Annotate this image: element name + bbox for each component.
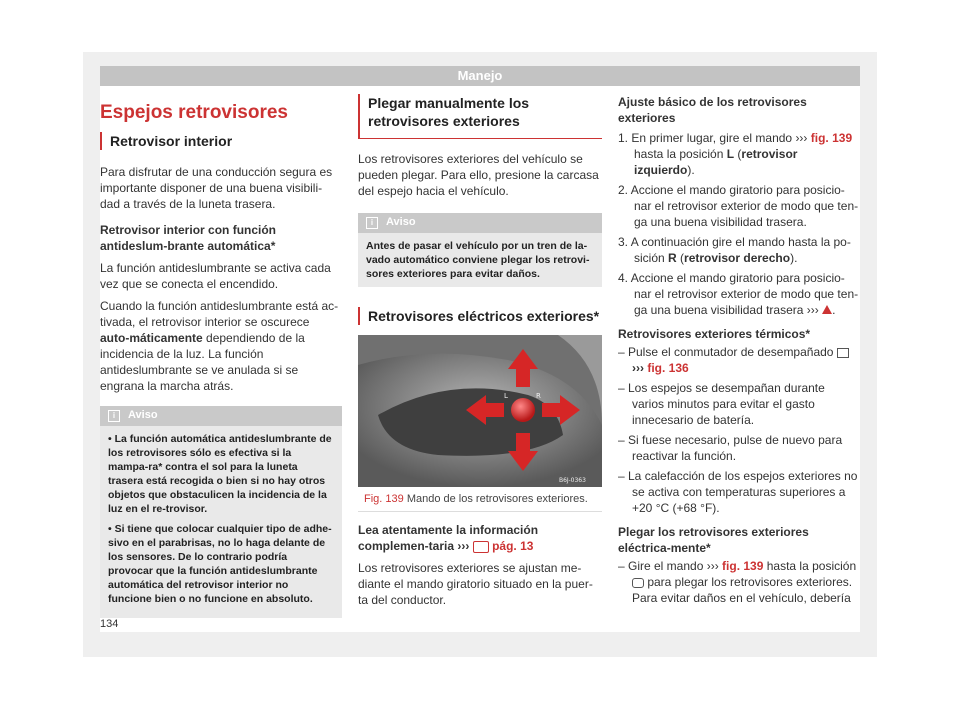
section-title-fold: Plegar manualmente los retrovisores exteriores [358, 94, 602, 139]
text-part: Accione el mando giratorio para posicio-nar el retrovisor exterior de modo que ten-ga una buena visibilidad trasera ››› [630, 271, 859, 317]
note-content [358, 233, 602, 287]
figure-label: Fig. 139 [364, 493, 404, 505]
antiglare-detail [100, 298, 342, 394]
intro-paragraph: Para disfrutar de una conducción segura es importante disponer de una buena visibili-dad a través de la luneta trasera. [100, 165, 333, 211]
list-item [618, 558, 860, 606]
note-item: • La función automática antideslumbrante de los retrovisores sólo es efectiva si la mampa-ra* contra el sol para la luneta trasera está recogida o bien si no hay otros objetos que obstaculicen la incidencia de la luz en el re-trovisor. [108, 433, 332, 515]
note-title-bar [100, 406, 342, 426]
subheading-antiglare: Retrovisor interior con función antideslum-brante automática* [100, 223, 277, 253]
page-number: 134 [100, 618, 119, 630]
note-text: Si tiene que colocar cualquier tipo de adhe-sivo en el parabrisas, no lo haga delante de los sensores. De lo contrario podría provocar que la función antideslumbrante automática del retrovisor interior no funcione bien o no funcione en absoluto. [108, 523, 332, 605]
defog-icon [837, 348, 849, 358]
adjust-paragraph: Los retrovisores exteriores se ajustan me-diante el mando giratorio situado en la puer-ta del conductor. [358, 561, 593, 607]
text-bold: L [726, 147, 735, 161]
text-part: para plegar los retrovisores exteriores. Para evitar daños en el vehículo, debería [632, 575, 853, 605]
text-part: hasta la posición [634, 147, 727, 161]
step-number: 4. [618, 271, 629, 285]
subheading-electric-fold: Plegar los retrovisores exteriores eléctrica-mente* [618, 525, 809, 555]
fold-mirror-icon [632, 578, 644, 588]
fold-list [618, 558, 860, 606]
list-item: – La calefacción de los espejos exteriores no se activa con temperaturas superiores a +20 °C (+68 °F). [618, 469, 858, 515]
section-header: Manejo [100, 66, 860, 86]
arrows: ››› [632, 361, 644, 375]
text-part: ( [734, 147, 742, 161]
step-number: 3. [618, 235, 629, 249]
list-item: – Los espejos se desempañan durante varios minutos para evitar el gasto innecesario de batería. [618, 381, 825, 427]
note-box [358, 213, 602, 287]
subheading-thermal: Retrovisores exteriores térmicos* [618, 327, 811, 341]
book-icon [473, 541, 489, 553]
list-item [618, 182, 860, 230]
figure-code: B6J-0363 [559, 477, 586, 484]
list-item [618, 344, 860, 376]
text-part: Lea atentamente la información complemen-taria [358, 523, 539, 553]
text-part: ). [687, 163, 695, 177]
text-part: hasta la posición [763, 559, 857, 573]
steps-list [618, 130, 860, 318]
list-item [618, 130, 860, 178]
fold-paragraph: Los retrovisores exteriores del vehículo se pueden plegar. Para ello, presione la carcasa del espejo hacia el vehículo. [358, 152, 599, 198]
fig-ref[interactable]: fig. 136 [647, 361, 689, 375]
list-item [618, 270, 860, 318]
text-bold: R [668, 251, 677, 265]
step-number: 1. [618, 131, 629, 145]
fig-ref[interactable]: fig. 139 [810, 131, 853, 145]
section-title-interior: Retrovisor interior [100, 132, 342, 150]
note-title: Aviso [128, 409, 158, 421]
text-part: – Gire el mando ››› [618, 559, 723, 573]
text-part: ). [790, 251, 798, 265]
text-part: dependiendo de la incidencia de la luz. La función antideslumbrante se ve anulada si se engrana la marcha atrás. [100, 331, 305, 393]
antiglare-paragraph: La función antideslumbrante se activa cada vez que se conecta el encendido. [100, 261, 331, 291]
text-bold: retrovisor izquierdo [634, 147, 798, 177]
subheading-basic: Ajuste básico de los retrovisores exteriores [618, 95, 807, 125]
text-part: Accione el mando giratorio para posicio-nar el retrovisor exterior de modo que ten-ga una buena visibilidad trasera. [630, 183, 859, 229]
note-box [100, 406, 342, 618]
column-3 [618, 94, 860, 614]
text-part: Cuando la función antideslumbrante está ac-tivada, el retrovisor interior se oscurece [100, 299, 339, 329]
text-part: . [832, 303, 836, 317]
warning-icon [822, 305, 832, 314]
arrows: ››› [457, 539, 470, 553]
fig-ref[interactable]: fig. 139 [722, 559, 764, 573]
mirror-control-illustration [358, 335, 602, 487]
note-text: Antes de pasar el vehículo por un tren de la-vado automático conviene plegar los retrovi-sores exteriores para evitar daños. [366, 240, 590, 280]
note-text: La función automática antideslumbrante de los retrovisores sólo es efectiva si la mampa-ra* contra el sol para la luneta trasera está recogida o bien si no hay otros objetos que obstaculicen la incidencia de la luz en el re-trovisor. [108, 433, 332, 515]
page-ref[interactable]: pág. 13 [492, 539, 534, 553]
figure-caption [358, 487, 602, 512]
read-info [358, 522, 602, 554]
list-item [618, 234, 860, 266]
figure-letter-l: L [504, 392, 508, 400]
figure-139 [358, 335, 602, 487]
column-1 [100, 94, 342, 628]
thermal-list [618, 344, 860, 516]
text-bold: auto-máticamente [100, 331, 203, 345]
text-bold: retrovisor derecho [684, 251, 791, 265]
text-part: A continuación gire el mando hasta la po-sición [630, 235, 851, 265]
figure-caption-text: Mando de los retrovisores exteriores. [406, 493, 588, 505]
note-title: Aviso [386, 216, 416, 228]
section-title-electric: Retrovisores eléctricos exteriores* [358, 307, 602, 325]
list-item: – Si fuese necesario, pulse de nuevo para reactivar la función. [618, 433, 843, 463]
note-item: • Si tiene que colocar cualquier tipo de adhe-sivo en el parabrisas, no lo haga delante de los sensores. De lo contrario podría provocar que la función antideslumbrante automática del retrovisor interior no funcione bien o no funcione en absoluto. [108, 523, 332, 605]
text-part: ( [676, 251, 685, 265]
step-number: 2. [618, 183, 629, 197]
note-title-bar [358, 213, 602, 233]
figure-letter-r: R [536, 392, 541, 400]
info-icon: i [366, 217, 378, 229]
info-icon: i [108, 410, 120, 422]
column-2 [358, 94, 602, 614]
chapter-title: Espejos retrovisores [100, 102, 288, 123]
note-content [100, 426, 342, 618]
text-part: En primer lugar, gire el mando ››› [631, 131, 811, 145]
text-part: – Pulse el conmutador de desempañado [618, 345, 837, 359]
